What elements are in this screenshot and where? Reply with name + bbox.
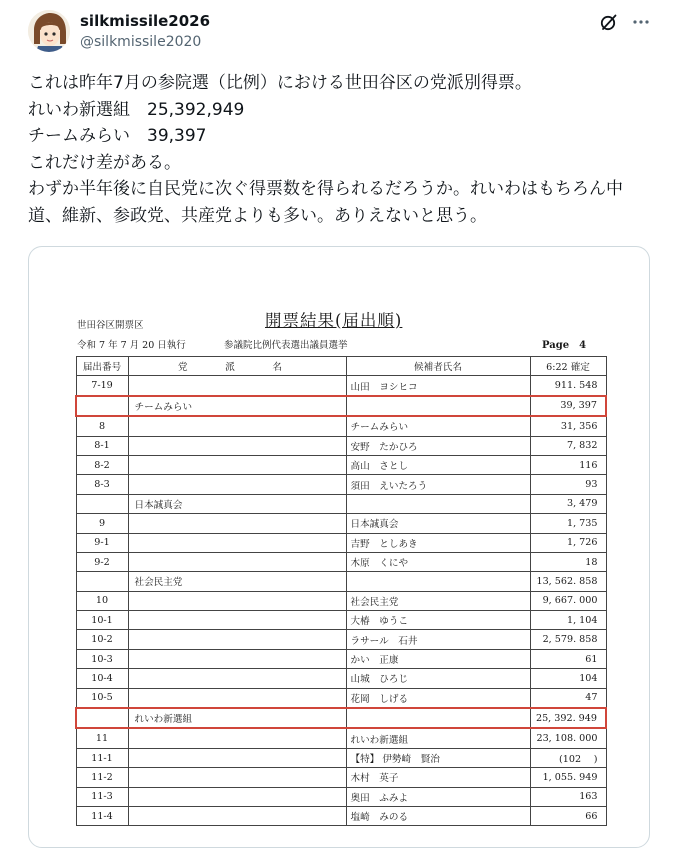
table-row [76,475,606,494]
header-party: 党 派 名 [128,357,346,376]
cell-party [128,591,346,610]
cell-number: 10-5 [76,688,128,708]
table-header-row [76,357,606,376]
cell-party [128,552,346,571]
cell-party: チームみらい [128,396,346,416]
cell-votes: 39, 397 [530,396,606,416]
cell-votes: 23, 108. 000 [530,728,606,748]
document-title: 開票結果(届出順) [265,311,403,330]
table-row [76,748,606,767]
cell-number [76,708,128,728]
cell-votes: 47 [530,688,606,708]
post-text [28,70,653,230]
cell-votes: 18 [530,552,606,571]
cell-votes: 116 [530,455,606,474]
cell-number: 8-2 [76,455,128,474]
cell-votes: 911. 548 [530,376,606,396]
cell-candidate: 社会民主党 [346,591,530,610]
cell-votes: 163 [530,787,606,806]
cell-number: 11-4 [76,806,128,825]
cell-number: 10 [76,591,128,610]
cell-party: れいわ新選組 [128,708,346,728]
election-date: 令和 7 年 7 月 20 日執行 [77,340,186,351]
cell-votes: 2, 579. 858 [530,630,606,649]
cell-candidate: 須田 えいたろう [346,475,530,494]
table-row [76,572,606,591]
table-row [76,611,606,630]
cell-party [128,376,346,396]
post-line: わずか半年後に自民党に次ぐ得票数を得られるだろうか。れいわはもちろん中道、維新、参政党、共産党よりも多い。ありえないと思う。 [28,179,623,226]
cell-candidate: 塩崎 みのる [346,806,530,825]
table-row [76,649,606,668]
cell-candidate [346,396,530,416]
cell-candidate: れいわ新選組 [346,728,530,748]
table-row [76,494,606,513]
cell-party [128,768,346,787]
cell-party [128,649,346,668]
post-line: れいわ新選組 25,392,949 [28,99,245,120]
cell-party [128,806,346,825]
cell-candidate: 山城 ひろじ [346,669,530,688]
cell-party: 社会民主党 [128,572,346,591]
cell-number: 9 [76,514,128,533]
table-row [76,416,606,436]
header-candidate: 候補者氏名 [346,357,530,376]
cell-candidate: 日本誠真会 [346,514,530,533]
cell-number: 8 [76,416,128,436]
election-name: 参議院比例代表選出議員選挙 [224,340,348,351]
display-name[interactable]: silkmissile2026 [80,12,211,30]
cell-votes: 1, 726 [530,533,606,552]
ward-name: 世田谷区開票区 [77,320,144,331]
cell-number: 9-2 [76,552,128,571]
table-row [76,787,606,806]
cell-votes: (102 ) [530,748,606,767]
table-row [76,552,606,571]
cell-number: 7-19 [76,376,128,396]
page-number: Page 4 [542,340,587,351]
grok-icon[interactable] [598,11,620,33]
table-row [76,436,606,455]
cell-candidate: 【特】 伊勢崎 賢治 [346,748,530,767]
table-row [76,376,606,396]
cell-votes: 66 [530,806,606,825]
cell-number [76,494,128,513]
cell-candidate: 安野 たかひろ [346,436,530,455]
cell-candidate: 高山 さとし [346,455,530,474]
cell-candidate: 吉野 としあき [346,533,530,552]
post-line: チームみらい 39,397 [28,126,207,147]
cell-number: 10-2 [76,630,128,649]
cell-party [128,533,346,552]
post-line: これだけ差がある。 [28,152,181,173]
table-row [76,768,606,787]
cell-party [128,787,346,806]
cell-votes: 93 [530,475,606,494]
cell-votes: 25, 392. 949 [530,708,606,728]
cell-candidate: 奥田 ふみよ [346,787,530,806]
cell-candidate: 花岡 しげる [346,688,530,708]
cell-votes: 7, 832 [530,436,606,455]
more-icon[interactable] [630,11,652,33]
table-row [76,455,606,474]
cell-votes: 1, 055. 949 [530,768,606,787]
table-row [76,728,606,748]
cell-party [128,611,346,630]
cell-party [128,436,346,455]
avatar[interactable] [28,10,70,52]
cell-candidate: 大椿 ゆうこ [346,611,530,630]
table-row [76,533,606,552]
cell-party [128,475,346,494]
cell-votes: 9, 667. 000 [530,591,606,610]
cell-votes: 3, 479 [530,494,606,513]
cell-number: 11 [76,728,128,748]
cell-number: 10-4 [76,669,128,688]
cell-number: 11-2 [76,768,128,787]
cell-party [128,630,346,649]
cell-number [76,572,128,591]
table-row [76,514,606,533]
table-row [76,630,606,649]
results-table [75,356,607,826]
cell-party: 日本誠真会 [128,494,346,513]
highlighted-party-row [76,396,606,416]
cell-number [76,396,128,416]
post-line: これは昨年7月の参院選（比例）における世田谷区の党派別得票。 [28,73,532,93]
cell-party [128,669,346,688]
header-time: 6:22 確定 [530,357,606,376]
cell-candidate: 木原 くにや [346,552,530,571]
cell-candidate [346,572,530,591]
cell-number: 9-1 [76,533,128,552]
cell-votes: 13, 562. 858 [530,572,606,591]
cell-candidate: 木村 英子 [346,768,530,787]
cell-number: 10-1 [76,611,128,630]
table-row [76,806,606,825]
table-row [76,688,606,708]
cell-party [128,688,346,708]
user-handle[interactable]: @silkmissile2020 [80,34,202,50]
results-document [29,247,649,847]
cell-candidate: ラサール 石井 [346,630,530,649]
header-number: 届出番号 [76,357,128,376]
cell-number: 11-1 [76,748,128,767]
cell-candidate [346,708,530,728]
cell-candidate: 山田 ヨシヒコ [346,376,530,396]
cell-number: 8-1 [76,436,128,455]
table-row [76,669,606,688]
highlighted-party-row [76,708,606,728]
cell-votes: 61 [530,649,606,668]
attached-image[interactable] [28,246,650,848]
cell-votes: 31, 356 [530,416,606,436]
cell-party [128,728,346,748]
cell-votes: 1, 735 [530,514,606,533]
cell-number: 11-3 [76,787,128,806]
cell-number: 10-3 [76,649,128,668]
cell-candidate: チームみらい [346,416,530,436]
cell-votes: 1, 104 [530,611,606,630]
cell-votes: 104 [530,669,606,688]
cell-party [128,416,346,436]
cell-candidate [346,494,530,513]
table-row [76,591,606,610]
cell-candidate: かい 正康 [346,649,530,668]
cell-party [128,748,346,767]
cell-party [128,514,346,533]
cell-number: 8-3 [76,475,128,494]
cell-party [128,455,346,474]
